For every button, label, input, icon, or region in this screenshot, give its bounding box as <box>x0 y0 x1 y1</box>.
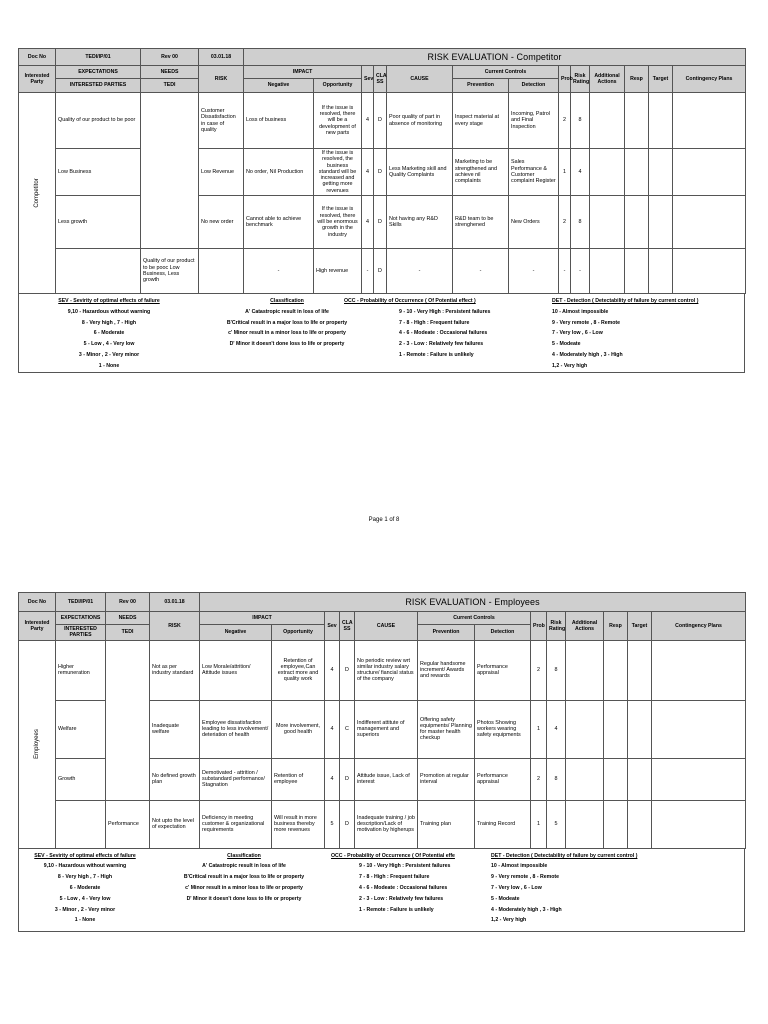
needs-header: NEEDS <box>141 66 199 79</box>
legend-class-item: D' Minor it doesn't done loss to life or property <box>229 341 345 348</box>
legend-sev-item: 1 - None <box>74 917 96 924</box>
legend-class-item: c' Minor result in a minor loss to life or property <box>228 330 346 337</box>
risk-header: RISK <box>199 66 244 93</box>
legend-det-item: 5 - Modeate <box>552 341 581 348</box>
legend-sev-item: 6 - Moderate <box>69 884 101 891</box>
interested-parties-header: INTERESTED PARTIES <box>56 79 141 93</box>
cause-cell: - <box>387 249 453 294</box>
risk-rating-cell: 5 <box>547 800 566 848</box>
contingency-cell <box>652 800 746 848</box>
legend-sev-item: 9,10 - Hazardous without warning <box>67 308 151 315</box>
risk-table-employees <box>18 592 746 849</box>
legend-sev-title: SEV - Sevirity of optimal effects of failure <box>34 852 136 859</box>
opportunity-cell: More involvement, good health <box>272 700 325 758</box>
contingency-cell <box>652 700 746 758</box>
detection-cell: Performance appraisal <box>475 758 531 800</box>
table-row <box>19 196 746 249</box>
risk-cell: Not as per industry standard <box>150 640 200 700</box>
legend-occ-item: 4 - 6 - Modeate : Occasional failures <box>359 884 448 891</box>
legend <box>18 849 745 932</box>
class-cell: D <box>374 149 387 196</box>
cause-header: CAUSE <box>387 66 453 93</box>
legend-sev-title: SEV - Sevirity of optimal effects of failure <box>58 298 160 305</box>
legend-sev-item: 9,10 - Hazardous without warning <box>43 863 127 870</box>
risk-header: RISK <box>150 612 200 641</box>
prevention-cell: Offering safety equipments/ Planning for master health checkup <box>418 700 475 758</box>
prevention-cell: Promotion at regular interval <box>418 758 475 800</box>
cause-cell: Poor quality of part in absence of monitoring <box>387 93 453 149</box>
table-row <box>19 640 746 700</box>
additional-actions-cell <box>566 758 604 800</box>
prob-header: Prob <box>559 66 571 93</box>
prob-cell: 1 <box>531 800 547 848</box>
legend-det-item: 4 - Moderately high , 3 - High <box>491 906 562 913</box>
prevention-cell: Inspect material at every stage <box>453 93 509 149</box>
legend-det-item: 7 - Very low , 6 - Low <box>552 330 603 337</box>
contingency-header: Contingency Plans <box>652 612 746 641</box>
legend-det-item: 5 - Modeate <box>491 895 520 902</box>
resp-header: Resp <box>604 612 628 641</box>
expectation-cell: Higher remuneration <box>56 640 106 700</box>
negative-cell: Deficiency in meeting customer & organizational requirements <box>200 800 272 848</box>
legend-occ-title: OCC - Probability of Occurrence ( Of Potential effect ) <box>344 298 476 305</box>
class-cell: D <box>340 800 355 848</box>
class-header: CLA SS <box>340 612 355 641</box>
interested-parties-header: INTERESTED PARTIES <box>56 625 106 641</box>
class-cell: D <box>374 249 387 294</box>
contingency-cell <box>673 196 746 249</box>
additional-actions-cell <box>590 149 625 196</box>
sheet-title: RISK EVALUATION - Competitor <box>244 49 746 66</box>
legend-class-title: Classification <box>270 298 304 305</box>
legend-det <box>552 296 742 372</box>
legend-det-item: 9 - Very remote , 8 - Remote <box>491 874 560 881</box>
target-cell <box>649 196 673 249</box>
cause-cell: Inadequate training / job description/Lack of motivation by higherups <box>355 800 418 848</box>
detection-cell: New Orders <box>509 196 559 249</box>
risk-cell: Inadequate welfare <box>150 700 200 758</box>
date-value: 03.01.18 <box>199 49 244 66</box>
cause-header: CAUSE <box>355 612 418 641</box>
doc-no-value: TEDI/IP/01 <box>56 593 106 612</box>
party-label: Employees <box>33 729 40 759</box>
risk-table-competitor <box>18 48 746 294</box>
sev-cell: 4 <box>325 640 340 700</box>
legend-sev-item: 8 - Very high , 7 - High <box>81 319 137 326</box>
risk-rating-cell: 8 <box>547 640 566 700</box>
sev-cell: 4 <box>362 149 374 196</box>
prevention-cell: - <box>453 249 509 294</box>
target-cell <box>649 249 673 294</box>
legend-sev-item: 3 - Minor , 2 - Very minor <box>78 352 140 359</box>
legend <box>18 294 745 373</box>
interested-party-header: Interested Party <box>19 66 56 93</box>
legend-sev <box>19 851 151 927</box>
needs-cell: Performance <box>106 800 150 848</box>
resp-cell <box>625 196 649 249</box>
negative-header: Negative <box>244 79 314 93</box>
table-row <box>19 249 746 294</box>
detection-cell: - <box>509 249 559 294</box>
prob-cell: 2 <box>559 93 571 149</box>
legend-occ-item: 7 - 8 - High : Frequent failure <box>359 874 430 881</box>
legend-sev-item: 6 - Moderate <box>93 330 125 337</box>
table-row <box>19 93 746 149</box>
detection-header: Detection <box>475 625 531 641</box>
additional-actions-cell <box>566 800 604 848</box>
contingency-cell <box>673 249 746 294</box>
legend-det-item: 1,2 - Very high <box>491 917 527 924</box>
opportunity-header: Opportunity <box>314 79 362 93</box>
legend-class-item: D' Minor it doesn't done loss to life or property <box>186 895 302 902</box>
legend-class-item: B'Critical result in a major loss to life or property <box>226 319 348 326</box>
class-cell: D <box>374 93 387 149</box>
detection-cell: Training Record <box>475 800 531 848</box>
negative-header: Negative <box>200 625 272 641</box>
legend-det-item: 7 - Very low , 6 - Low <box>491 884 542 891</box>
cause-cell: No periodic review wrt similar industry salary structure/ fiancial status of the company <box>355 640 418 700</box>
prevention-cell: Marketing to be strengthened and achieve nil complaints <box>453 149 509 196</box>
expectation-cell <box>56 800 106 848</box>
legend-occ-item: 7 - 8 - High : Frequent failure <box>399 319 470 326</box>
resp-cell <box>625 249 649 294</box>
risk-cell: No new order <box>199 196 244 249</box>
resp-cell <box>625 93 649 149</box>
doc-no-label: Doc No <box>19 593 56 612</box>
legend-det-item: 1,2 - Very high <box>552 362 588 369</box>
cause-cell: Less Marketing skill and Quality Complaints <box>387 149 453 196</box>
risk-rating-header: Risk Rating <box>571 66 590 93</box>
negative-cell: Cannot able to achieve benchmark <box>244 196 314 249</box>
legend-sev-item: 3 - Minor , 2 - Very minor <box>54 906 116 913</box>
opportunity-cell: If the issue is resolved, there will be a development of new parts <box>314 93 362 149</box>
opportunity-cell: High revenue <box>314 249 362 294</box>
target-cell <box>649 149 673 196</box>
resp-header: Resp <box>625 66 649 93</box>
legend-sev-item: 8 - Very high , 7 - High <box>57 874 113 881</box>
impact-header: IMPACT <box>200 612 325 625</box>
expectation-cell: Welfare <box>56 700 106 758</box>
negative-cell: No order, Nil Production <box>244 149 314 196</box>
tedi-header: TEDI <box>106 625 150 641</box>
needs-cell <box>106 640 150 800</box>
contingency-cell <box>673 149 746 196</box>
rev-label: Rev 00 <box>141 49 199 66</box>
legend-occ-item: 2 - 3 - Low : Relatively few failures <box>399 341 484 348</box>
class-cell: C <box>340 700 355 758</box>
class-cell: D <box>374 196 387 249</box>
opportunity-cell: If the issue is resolved, there will be enormous growth in the industry <box>314 196 362 249</box>
risk-cell: Low Revenue <box>199 149 244 196</box>
opportunity-header: Opportunity <box>272 625 325 641</box>
expectation-cell: Growth <box>56 758 106 800</box>
party-label: Competitor <box>33 178 40 208</box>
risk-rating-cell: - <box>571 249 590 294</box>
negative-cell: Loss of business <box>244 93 314 149</box>
prevention-cell: Regular handsome increment/ Awards and rewards <box>418 640 475 700</box>
additional-actions-cell <box>590 196 625 249</box>
class-cell: D <box>340 640 355 700</box>
sev-header: Sev <box>325 612 340 641</box>
negative-cell: Demotivated - attrition / substandard performance/ Stagnation <box>200 758 272 800</box>
additional-actions-cell <box>566 700 604 758</box>
party-cell <box>19 640 56 848</box>
legend-occ-item: 4 - 6 - Modeate : Occasional failures <box>399 330 488 337</box>
prob-cell: 2 <box>531 640 547 700</box>
resp-cell <box>604 758 628 800</box>
impact-header: IMPACT <box>244 66 362 79</box>
needs-cell <box>141 93 199 249</box>
prob-cell: 2 <box>559 196 571 249</box>
legend-class-title: Classification <box>227 852 261 859</box>
legend-sev-item: 5 - Low , 4 - Very low <box>83 341 135 348</box>
cause-cell: Indifferent attitute of management and superiors <box>355 700 418 758</box>
prob-header: Prob <box>531 612 547 641</box>
resp-cell <box>604 640 628 700</box>
risk-sheet-competitor <box>18 48 745 373</box>
additional-actions-cell <box>590 93 625 149</box>
page-footer: Page 1 of 8 <box>368 517 400 523</box>
prevention-header: Prevention <box>418 625 475 641</box>
sev-header: Sev <box>362 66 374 93</box>
target-cell <box>628 700 652 758</box>
opportunity-cell: Retention of employee,Can extract more and quality work <box>272 640 325 700</box>
detection-cell: Performance appraisal <box>475 640 531 700</box>
additional-actions-cell <box>566 640 604 700</box>
legend-det-title: DET - Detection ( Detectability of failure by current control ) <box>552 298 699 305</box>
legend-class-item: A' Catastropic result in loss of life <box>245 308 329 315</box>
interested-party-header: Interested Party <box>19 612 56 641</box>
legend-occ-item: 1 - Remote : Failure is unlikely <box>359 906 434 913</box>
detection-cell: Photos Showing workers wearing safety equipments <box>475 700 531 758</box>
risk-rating-cell: 8 <box>571 93 590 149</box>
sev-cell: 4 <box>362 196 374 249</box>
risk-sheet-employees <box>18 592 745 932</box>
negative-cell: Low Morale/attrition/ Attitude issues <box>200 640 272 700</box>
legend-occ-item: 9 - 10 - Very High : Persistent failures <box>359 863 451 870</box>
risk-rating-header: Risk Rating <box>547 612 566 641</box>
prevention-header: Prevention <box>453 79 509 93</box>
doc-no-value: TEDI/IP/01 <box>56 49 141 66</box>
risk-cell: Customer Dissatisfaction in case of quality <box>199 93 244 149</box>
legend-sev-item: 5 - Low , 4 - Very low <box>59 895 111 902</box>
target-header: Target <box>649 66 673 93</box>
contingency-cell <box>652 640 746 700</box>
cause-cell: Attitude issue, Lack of interest <box>355 758 418 800</box>
legend-det-title: DET - Detection ( Detectability of failure by current control ) <box>491 852 638 859</box>
additional-actions-header: Additional Actions <box>590 66 625 93</box>
legend-occ-item: 9 - 10 - Very High : Persistent failures <box>399 308 491 315</box>
party-cell <box>19 93 56 294</box>
legend-class <box>207 296 367 350</box>
legend-sev-item: 1 - None <box>98 362 120 369</box>
target-cell <box>628 800 652 848</box>
legend-class-item: A' Catastropic result in loss of life <box>202 863 286 870</box>
class-cell: D <box>340 758 355 800</box>
date-value: 03.01.18 <box>150 593 200 612</box>
sev-cell: 4 <box>362 93 374 149</box>
prob-cell: 1 <box>559 149 571 196</box>
contingency-cell <box>652 758 746 800</box>
rev-label: Rev 00 <box>106 593 150 612</box>
legend-occ-item: 1 - Remote : Failure is unlikely <box>399 352 474 359</box>
expectation-cell <box>56 249 141 294</box>
target-cell <box>628 758 652 800</box>
legend-occ <box>344 296 534 361</box>
opportunity-cell: Retention of employee <box>272 758 325 800</box>
contingency-header: Contingency Plans <box>673 66 746 93</box>
risk-rating-cell: 8 <box>547 758 566 800</box>
target-header: Target <box>628 612 652 641</box>
detection-cell: Sales Performance & Customer complaint Register <box>509 149 559 196</box>
expectations-header: EXPECTATIONS <box>56 612 106 625</box>
sev-cell: 4 <box>325 700 340 758</box>
legend-class-item: c' Minor result in a minor loss to life or property <box>185 884 303 891</box>
prob-cell: 2 <box>531 758 547 800</box>
tedi-header: TEDI <box>141 79 199 93</box>
risk-cell: No defined growth plan <box>150 758 200 800</box>
current-controls-header: Current Controls <box>453 66 559 79</box>
risk-rating-cell: 4 <box>547 700 566 758</box>
prevention-cell: R&D team to be strenghened <box>453 196 509 249</box>
detection-header: Detection <box>509 79 559 93</box>
sheet-title: RISK EVALUATION - Employees <box>200 593 746 612</box>
legend-det-item: 9 - Very remote , 8 - Remote <box>552 319 621 326</box>
legend-class <box>159 851 329 905</box>
table-row <box>19 800 746 848</box>
prevention-cell: Training plan <box>418 800 475 848</box>
expectation-cell: Low Business <box>56 149 141 196</box>
target-cell <box>649 93 673 149</box>
sev-cell: - <box>362 249 374 294</box>
legend-occ-title: OCC - Probability of Occurrence ( Of Potential effe <box>331 852 455 859</box>
negative-cell: - <box>244 249 314 294</box>
expectations-header: EXPECTATIONS <box>56 66 141 79</box>
opportunity-cell: If the issue is resolved, the business standard will be increased and getting more revenues <box>314 149 362 196</box>
doc-no-label: Doc No <box>19 49 56 66</box>
risk-rating-cell: 8 <box>571 196 590 249</box>
current-controls-header: Current Controls <box>418 612 531 625</box>
expectation-cell: Less growth <box>56 196 141 249</box>
legend-occ-item: 2 - 3 - Low : Relatively few failures <box>359 895 444 902</box>
detection-cell: Incoming, Patrol and Final Inspection <box>509 93 559 149</box>
expectation-cell: Quality of our product to be poor <box>56 93 141 149</box>
legend-occ <box>331 851 491 916</box>
legend-det-item: 4 - Moderately high , 3 - High <box>552 352 623 359</box>
prob-cell: - <box>559 249 571 294</box>
legend-class-item: B'Critical result in a major loss to life or property <box>183 874 305 881</box>
legend-det <box>491 851 741 927</box>
contingency-cell <box>673 93 746 149</box>
table-row <box>19 149 746 196</box>
cause-cell: Not having any R&D Skills <box>387 196 453 249</box>
legend-det-item: 10 - Almost impossible <box>491 863 548 870</box>
sev-cell: 5 <box>325 800 340 848</box>
resp-cell <box>604 800 628 848</box>
needs-header: NEEDS <box>106 612 150 625</box>
negative-cell: Employee dissatisfaction leading to less involvement/ deteriation of health <box>200 700 272 758</box>
additional-actions-header: Additional Actions <box>566 612 604 641</box>
risk-cell: Not upto the level of expectation <box>150 800 200 848</box>
class-header: CLA SS <box>374 66 387 93</box>
needs-cell: Quality of our product to be pooc Low Business, Less growth <box>141 249 199 294</box>
resp-cell <box>625 149 649 196</box>
target-cell <box>628 640 652 700</box>
opportunity-cell: Will result in more business thereby more revenues <box>272 800 325 848</box>
additional-actions-cell <box>590 249 625 294</box>
legend-sev <box>49 296 169 372</box>
prob-cell: 1 <box>531 700 547 758</box>
sev-cell: 4 <box>325 758 340 800</box>
risk-cell <box>199 249 244 294</box>
resp-cell <box>604 700 628 758</box>
legend-det-item: 10 - Almost impossible <box>552 308 609 315</box>
risk-rating-cell: 4 <box>571 149 590 196</box>
